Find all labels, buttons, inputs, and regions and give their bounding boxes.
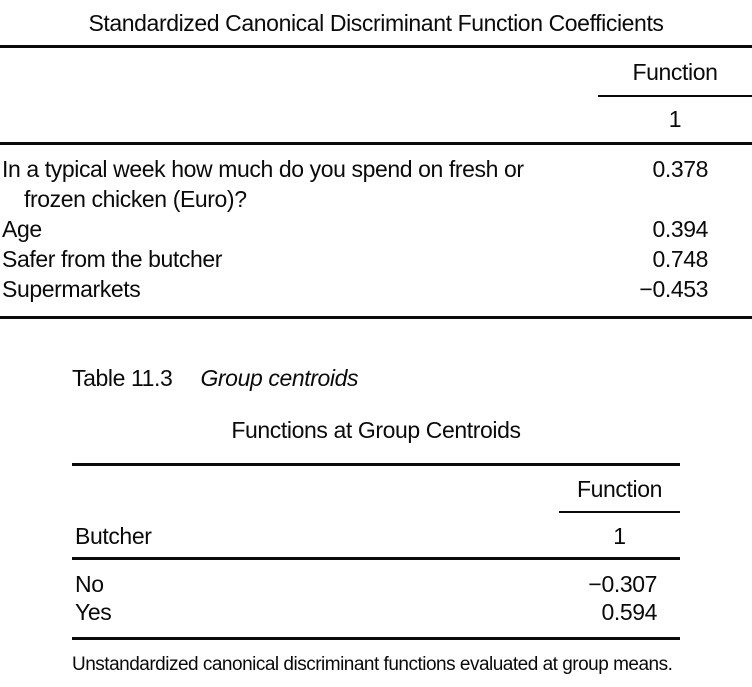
table-footnote: Unstandardized canonical discriminant functions evaluated at group means. [72, 654, 673, 675]
function-column-label: Function [559, 466, 680, 513]
table-row [2, 214, 752, 244]
row-value: 0.594 [601, 599, 657, 625]
table-row [2, 154, 752, 214]
centroids-table-title: Functions at Group Centroids [231, 417, 521, 443]
row-label: No [75, 571, 104, 597]
centroids-table-box [72, 463, 680, 640]
table-row [72, 598, 680, 626]
row-label: Yes [75, 599, 112, 625]
coefficients-table [0, 0, 752, 319]
table-row [2, 274, 752, 304]
table-row [72, 570, 680, 598]
row-label-line2: frozen chicken (Euro)? [24, 186, 247, 212]
centroids-table-header [72, 466, 680, 513]
row-value: 0.748 [652, 246, 708, 272]
row-label: Supermarkets [2, 276, 141, 302]
row-label: Safer from the butcher [2, 246, 223, 272]
table-row [2, 244, 752, 274]
row-value: 0.378 [652, 156, 708, 182]
function-column-number: 1 [668, 106, 682, 132]
centroids-table-subheader [72, 513, 680, 560]
function-column [598, 48, 752, 142]
row-value: −0.307 [588, 571, 657, 597]
caption-title: Group centroids [200, 365, 359, 391]
centroids-table [0, 417, 752, 677]
caption-number: Table 11.3 [72, 365, 173, 391]
coefficients-table-body [0, 145, 752, 319]
table-caption [72, 365, 752, 391]
row-label: Age [2, 216, 42, 242]
row-label-line1: In a typical week how much do you spend on fresh or [2, 156, 524, 182]
row-value: −0.453 [639, 276, 708, 302]
coefficients-table-title: Standardized Canonical Discriminant Function Coefficients [0, 0, 752, 48]
centroids-table-body [72, 560, 680, 637]
row-value: 0.394 [652, 216, 708, 242]
row-label [2, 154, 602, 214]
function-column-label: Function [598, 48, 752, 97]
row-group-header: Butcher [75, 523, 152, 549]
function-column-number: 1 [613, 523, 626, 549]
coefficients-table-header [0, 48, 752, 145]
